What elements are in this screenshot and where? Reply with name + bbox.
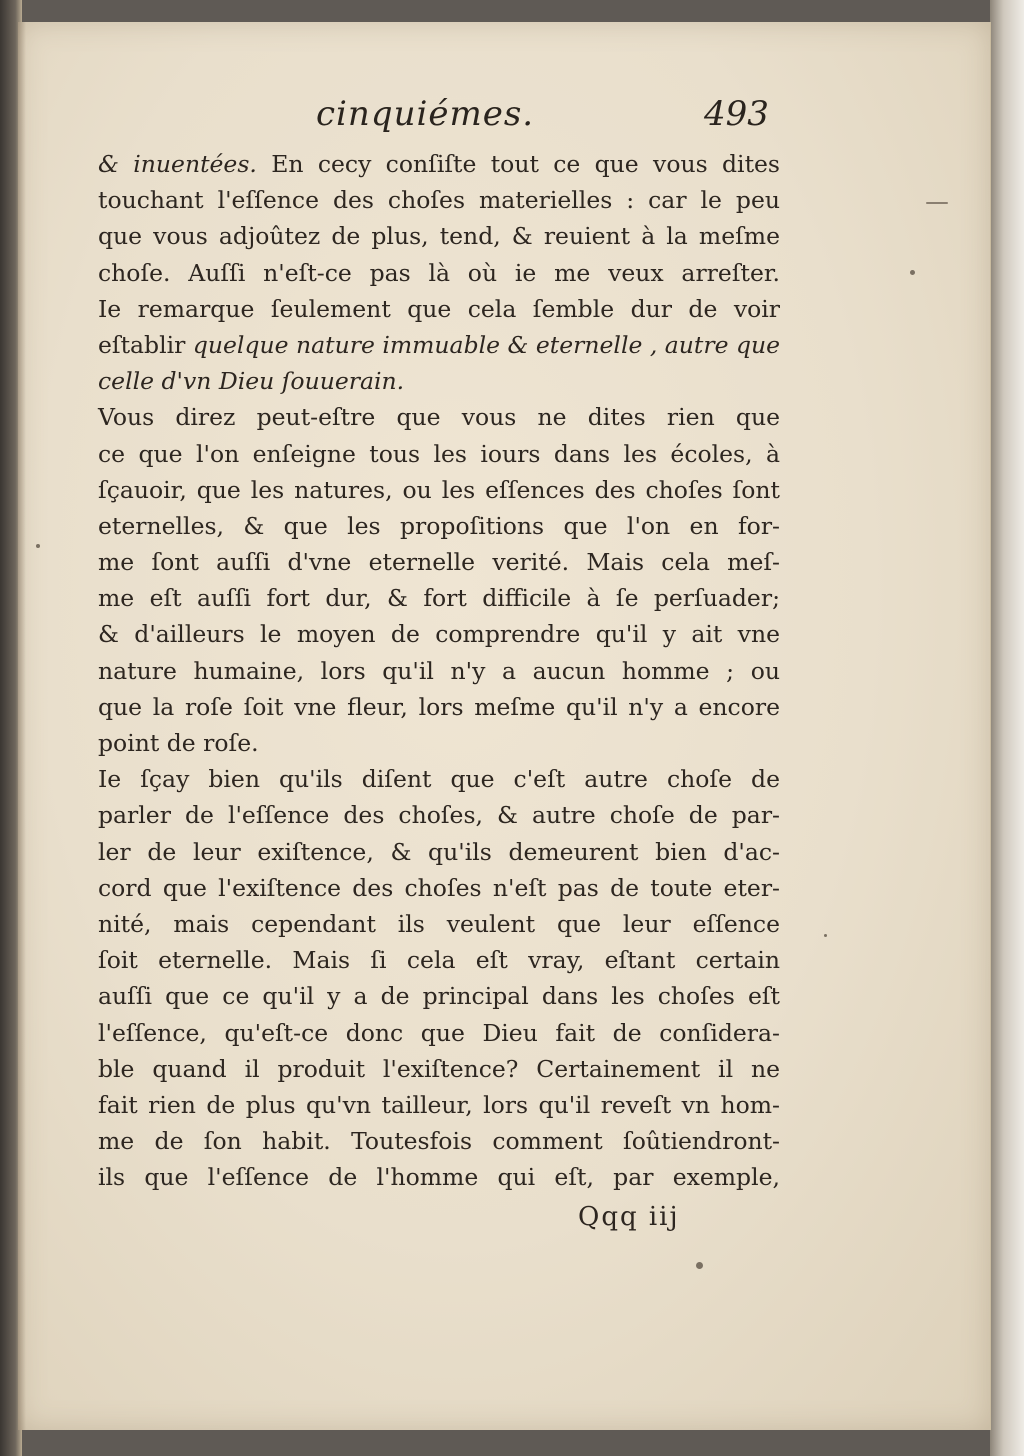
page-edge-right xyxy=(990,0,1024,1456)
signature-mark: Qqq iij xyxy=(578,1202,680,1232)
text-line xyxy=(98,182,780,218)
text-line xyxy=(98,616,780,652)
running-head: cinquiémes. xyxy=(316,94,535,134)
text-run: que la roſe ſoit vne fleur, lors meſme qu'il n'y a encore xyxy=(98,692,780,721)
text-line xyxy=(98,942,780,978)
text-line xyxy=(98,906,780,942)
text-run: & d'ailleurs le moyen de comprendre qu'il y ait vne xyxy=(98,620,780,649)
text-line xyxy=(98,291,780,327)
ink-speck xyxy=(910,270,915,275)
text-run: point de roſe. xyxy=(98,729,259,757)
ink-speck xyxy=(824,934,827,937)
text-line xyxy=(98,978,780,1014)
text-line xyxy=(98,580,780,616)
text-run: ler de leur exiſtence, & qu'ils demeurent bien d'ac- xyxy=(98,837,780,866)
text-line xyxy=(98,870,780,906)
text-line xyxy=(98,146,780,182)
text-line xyxy=(98,689,780,725)
text-line xyxy=(98,472,780,508)
text-run: ils que l'eſſence de l'homme qui eſt, par exemple, xyxy=(98,1163,780,1192)
text-line xyxy=(98,544,780,580)
text-line xyxy=(98,834,780,870)
text-run: me de ſon habit. Toutesfois comment ſoûtiendront- xyxy=(98,1127,780,1156)
italic-text: celle d'vn Dieu ſouuerain. xyxy=(98,367,405,396)
text-line xyxy=(98,1123,780,1159)
text-line xyxy=(98,797,780,833)
text-line xyxy=(98,761,780,797)
body-text xyxy=(98,146,780,1195)
italic-text: quelque nature immuable & eternelle , autre que xyxy=(192,330,781,359)
text-line xyxy=(98,363,780,399)
italic-text: & inuentées. xyxy=(98,150,257,178)
page-header xyxy=(18,94,990,142)
text-run: l'eſſence, qu'eſt-ce donc que Dieu fait de conſidera- xyxy=(98,1018,780,1047)
text-run: fait rien de plus qu'vn tailleur, lors qu'il reveſt vn hom- xyxy=(98,1090,780,1119)
ink-speck xyxy=(36,544,40,548)
text-run: En cecy conſiſte tout ce que vous dites xyxy=(256,150,780,178)
text-run: ble quand il produit l'exiſtence? Certainement il ne xyxy=(98,1054,780,1083)
text-line xyxy=(98,725,780,761)
book-page xyxy=(18,22,991,1430)
text-line xyxy=(98,327,780,363)
page-number: 493 xyxy=(704,94,769,134)
text-run: nité, mais cependant ils veulent que leur eſſence xyxy=(98,909,780,938)
text-run: me ſont auſſi d'vne eternelle verité. Mais cela meſ- xyxy=(98,548,780,577)
text-run: Ie remarque ſeulement que cela ſemble dur de voir xyxy=(98,294,780,323)
text-line xyxy=(98,653,780,689)
text-line xyxy=(98,508,780,544)
text-run: parler de l'eſſence des choſes, & autre choſe de par- xyxy=(98,801,780,830)
text-run: nature humaine, lors qu'il n'y a aucun homme ; ou xyxy=(98,656,780,685)
text-run: me eſt auſſi fort dur, & fort difficile à ſe perſuader; xyxy=(98,584,780,613)
text-line xyxy=(98,436,780,472)
text-run: ce que l'on enſeigne tous les iours dans les écoles, à xyxy=(98,439,780,468)
text-run: ſçauoir, que les natures, ou les eſſences des choſes ſont xyxy=(98,475,780,504)
text-line xyxy=(98,218,780,254)
text-line xyxy=(98,1159,780,1195)
text-run: eternelles, & que les propoſitions que l'on en for- xyxy=(98,511,780,540)
text-line xyxy=(98,1087,780,1123)
text-line xyxy=(98,255,780,291)
text-run: que vous adjoûtez de plus, tend, & reuient à la meſme xyxy=(98,222,780,251)
text-run: touchant l'eſſence des choſes materielles : car le peu xyxy=(98,186,780,215)
text-run: choſe. Auſſi n'eſt-ce pas là où ie me veux arreſter. xyxy=(98,258,780,287)
text-run: cord que l'exiſtence des choſes n'eſt pas de toute eter- xyxy=(98,873,780,902)
margin-dash xyxy=(926,202,948,204)
text-run: eſtablir xyxy=(98,330,193,359)
text-run: auſſi que ce qu'il y a de principal dans les choſes eſt xyxy=(98,982,780,1011)
text-line xyxy=(98,1015,780,1051)
text-run: Ie ſçay bien qu'ils diſent que c'eſt autre choſe de xyxy=(98,765,780,794)
text-run: ſoit eternelle. Mais ſi cela eſt vray, eſtant certain xyxy=(98,946,780,975)
gutter-shadow xyxy=(18,22,26,1430)
text-run: Vous direz peut-eſtre que vous ne dites rien que xyxy=(98,403,780,432)
ink-speck xyxy=(696,1262,703,1269)
text-line xyxy=(98,399,780,435)
text-line xyxy=(98,1051,780,1087)
